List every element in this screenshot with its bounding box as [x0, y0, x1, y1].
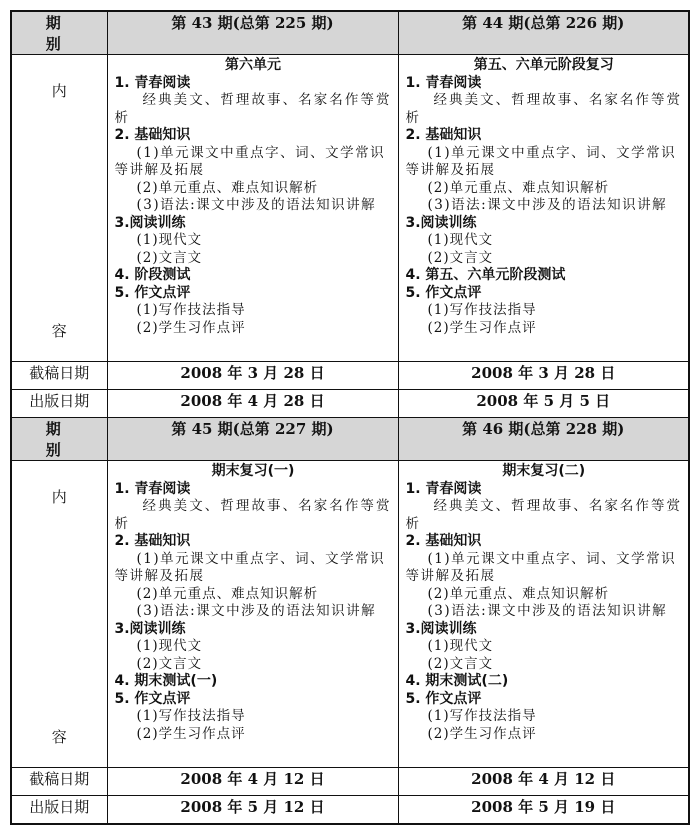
publish-date: 2008 年 4 月 28 日: [107, 390, 398, 418]
content-line: (1)写作技法指导: [136, 708, 246, 724]
period-header-row: [11, 11, 689, 55]
issue-header: 第 44 期(总第 226 期): [398, 11, 689, 55]
section-heading: 3.阅读训练: [114, 214, 186, 231]
content-row: [11, 55, 689, 362]
period-label: 期别: [11, 418, 107, 461]
publish-date: 2008 年 5 月 12 日: [107, 796, 398, 825]
section-heading: 1. 青春阅读: [405, 74, 482, 91]
deadline-date: 2008 年 3 月 28 日: [107, 362, 398, 390]
content-line: (2)单元重点、难点知识解析: [427, 179, 610, 196]
content-line: (1)单元课文中重点字、词、文学常识等讲解及拓展: [405, 144, 677, 178]
content-line: (2)文言文: [427, 655, 494, 672]
section-heading: 2. 基础知识: [405, 533, 482, 549]
content-line: (3)语法:课文中涉及的语法知识讲解: [427, 603, 668, 619]
issue-content-cell: [398, 55, 689, 362]
section-heading: 2. 基础知识: [114, 127, 191, 143]
section-heading: 5. 作文点评: [114, 690, 191, 707]
deadline-label: 截稿日期: [11, 362, 107, 390]
content-label-cell: [11, 461, 107, 768]
issue-content-cell: [107, 55, 398, 362]
deadline-row: [11, 362, 689, 390]
section-heading: 2. 基础知识: [114, 533, 191, 549]
issue-header: 第 45 期(总第 227 期): [107, 418, 398, 461]
content-label-cell: [11, 55, 107, 362]
deadline-date: 2008 年 4 月 12 日: [398, 768, 689, 796]
issue-header: 第 46 期(总第 228 期): [398, 418, 689, 461]
content-line: (2)文言文: [427, 249, 494, 266]
content-line: (2)单元重点、难点知识解析: [427, 585, 610, 602]
unit-title: 第六单元: [225, 57, 281, 73]
unit-title: 期末复习(一): [211, 463, 295, 479]
section-heading: 4. 第五、六单元阶段测试: [405, 267, 566, 283]
publish-date: 2008 年 5 月 19 日: [398, 796, 689, 825]
section-heading: 1. 青春阅读: [114, 480, 191, 497]
content-line: (2)单元重点、难点知识解析: [136, 585, 319, 602]
deadline-row: [11, 768, 689, 796]
deadline-date: 2008 年 4 月 12 日: [107, 768, 398, 796]
content-line: (1)现代文: [136, 638, 203, 654]
content-line: (1)现代文: [427, 232, 494, 248]
deadline-date: 2008 年 3 月 28 日: [398, 362, 689, 390]
issue-content-cell: [107, 461, 398, 768]
section-heading: 5. 作文点评: [114, 284, 191, 301]
content-line: 经典美文、哲理故事、名家名作等赏析: [114, 498, 392, 532]
publish-label: 出版日期: [11, 796, 107, 825]
section-heading: 4. 期末测试(二): [405, 673, 509, 689]
content-line: 经典美文、哲理故事、名家名作等赏析: [405, 498, 682, 532]
content-line: (1)单元课文中重点字、词、文学常识等讲解及拓展: [405, 550, 677, 584]
section-heading: 1. 青春阅读: [405, 480, 482, 497]
content-line: (2)单元重点、难点知识解析: [136, 179, 319, 196]
period-label: 期别: [11, 11, 107, 55]
schedule-document: [10, 10, 688, 825]
content-line: (1)现代文: [136, 232, 203, 248]
content-label-top: 内: [51, 488, 67, 506]
content-line: (1)单元课文中重点字、词、文学常识等讲解及拓展: [114, 550, 386, 584]
unit-title: 期末复习(二): [502, 463, 586, 479]
content-line: (2)文言文: [136, 249, 203, 266]
content-row: [11, 461, 689, 768]
content-line: (2)学生习作点评: [427, 725, 537, 742]
content-line: (3)语法:课文中涉及的语法知识讲解: [427, 197, 668, 213]
content-line: (2)文言文: [136, 655, 203, 672]
content-line: (1)单元课文中重点字、词、文学常识等讲解及拓展: [114, 144, 386, 178]
content-line: (2)学生习作点评: [427, 319, 537, 336]
content-line: (3)语法:课文中涉及的语法知识讲解: [136, 603, 377, 619]
section-heading: 3.阅读训练: [405, 620, 477, 637]
content-line: (1)现代文: [427, 638, 494, 654]
section-heading: 4. 阶段测试: [114, 267, 191, 283]
content-line: 经典美文、哲理故事、名家名作等赏析: [114, 92, 392, 126]
section-heading: 4. 期末测试(一): [114, 673, 218, 689]
unit-title: 第五、六单元阶段复习: [473, 57, 614, 73]
content-line: (1)写作技法指导: [136, 302, 246, 318]
content-label-top: 内: [51, 82, 67, 100]
content-line: (1)写作技法指导: [427, 302, 537, 318]
section-heading: 3.阅读训练: [114, 620, 186, 637]
section-heading: 2. 基础知识: [405, 127, 482, 143]
content-line: (1)写作技法指导: [427, 708, 537, 724]
publish-row: [11, 796, 689, 825]
section-heading: 3.阅读训练: [405, 214, 477, 231]
section-heading: 5. 作文点评: [405, 284, 482, 301]
schedule-table: [10, 10, 690, 825]
period-header-row: [11, 418, 689, 461]
content-line: (2)学生习作点评: [136, 725, 246, 742]
issue-header: 第 43 期(总第 225 期): [107, 11, 398, 55]
issue-content-cell: [398, 461, 689, 768]
content-label-bottom: 容: [51, 728, 67, 746]
content-line: (3)语法:课文中涉及的语法知识讲解: [136, 197, 377, 213]
section-heading: 1. 青春阅读: [114, 74, 191, 91]
publish-row: [11, 390, 689, 418]
deadline-label: 截稿日期: [11, 768, 107, 796]
content-label-bottom: 容: [51, 322, 67, 340]
publish-label: 出版日期: [11, 390, 107, 418]
content-line: 经典美文、哲理故事、名家名作等赏析: [405, 92, 682, 126]
publish-date: 2008 年 5 月 5 日: [398, 390, 689, 418]
content-line: (2)学生习作点评: [136, 319, 246, 336]
section-heading: 5. 作文点评: [405, 690, 482, 707]
